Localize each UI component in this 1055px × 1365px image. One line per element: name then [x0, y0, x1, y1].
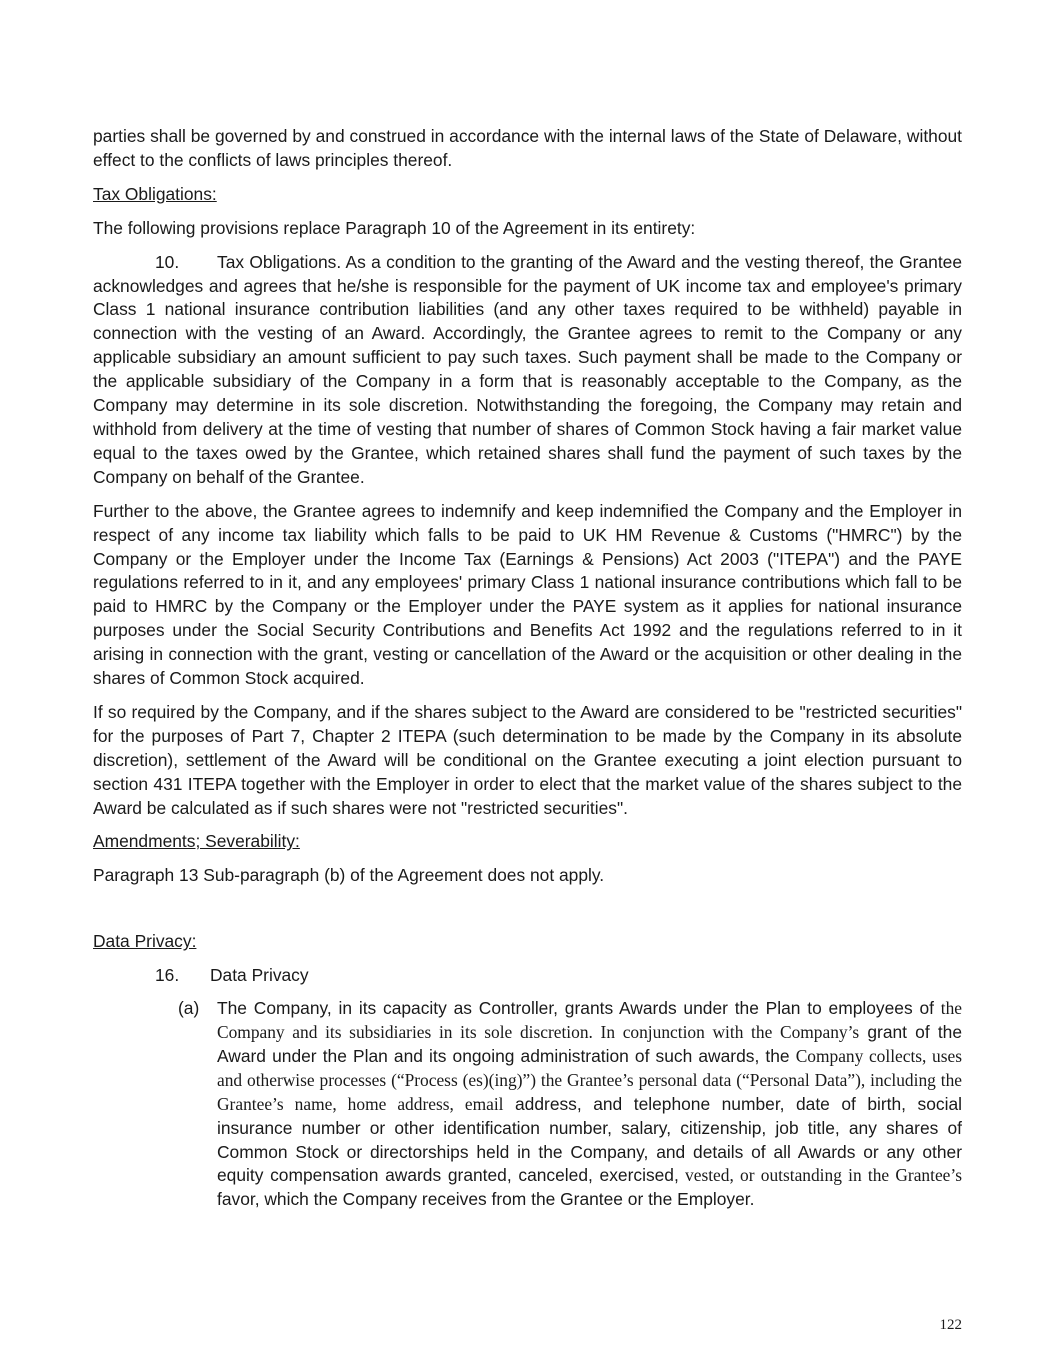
- subparagraph-a-text-part-1: The Company, in its capacity as Controller, grants Awards under the Plan to employees of: [217, 998, 941, 1019]
- subparagraph-a-text-part-7: favor, which the Company receives from the Grantee or the Employer.: [217, 1189, 755, 1210]
- page-content: [93, 125, 962, 1212]
- amendments-paragraph: Paragraph 13 Sub-paragraph (b) of the Agreement does not apply.: [93, 865, 605, 886]
- intro-paragraph: parties shall be governed by and construed in accordance with the internal laws of the State of Delaware, without effect to the conflicts of laws principles thereof.: [93, 126, 962, 170]
- section-16-number: 16.: [155, 965, 180, 986]
- subparagraph-a-text-part-2: the Company and its subsidiaries in its sole discretion. In conjunction with the Company’s: [217, 998, 962, 1042]
- paragraph-10-text: Tax Obligations. As a condition to the granting of the Award and the vesting thereof, the Grantee acknowledges and agrees that he/she is responsible for the payment of UK income tax and employee's primary Class 1 national insurance contribution liabilities (and any other taxes required to be withheld) payable in connection with the vesting of an Award. Accordingly, the Grantee agrees to remit to the Company or any applicable subsidiary an amount sufficient to pay such taxes. Such payment shall be made to the Company or the applicable subsidiary of the Company in a form that is reasonably acceptable to the Company, as the Company may determine in its sole discretion. Notwithstanding the foregoing, the Company may retain and withhold from delivery at the time of vesting that number of shares of Common Stock having a fair market value equal to the taxes owed by the Grantee, which retained shares shall fund the payment of such taxes by the Company on behalf of the Grantee.: [93, 251, 962, 487]
- section-16-title: Data Privacy: [210, 965, 309, 986]
- tax-obligations-heading: Tax Obligations:: [93, 183, 217, 204]
- subparagraph-a-label: (a): [178, 998, 200, 1019]
- indemnity-paragraph: Further to the above, the Grantee agrees to indemnify and keep indemnified the Company and the Employer in respect of any income tax liability which falls to be paid to UK HM Revenue & Customs ("HMRC") by the Company or the Employer under the Income Tax (Earnings & Pensions) Act 2003 ("ITEPA") and the PAYE regulations referred to in it, and any employees' primary Class 1 national insurance contributions which fall to be paid to HMRC by the Company or the Employer under the PAYE system as it applies for national insurance purposes under the Social Security Contributions and Benefits Act 1992 and the regulations referred to in it arising in connection with the grant, vesting or cancellation of the Award or the acquisition or other dealing in the shares of Common Stock acquired.: [93, 500, 962, 689]
- subparagraph-a-text-part-4: Company collects, uses and otherwise processes (“Process (es)(ing)”) the Grantee’s personal data (“Personal Data”), including the Grantee’s name, home address, email: [217, 1045, 962, 1114]
- paragraph-10: [93, 251, 962, 490]
- subparagraph-a-text-part-6: vested, or outstanding in the Grantee’s: [678, 1165, 962, 1186]
- section-16-heading: [155, 964, 962, 988]
- subparagraph-a-text: [217, 997, 962, 1212]
- tax-lead-paragraph: The following provisions replace Paragraph 10 of the Agreement in its entirety:: [93, 217, 696, 238]
- amendments-heading: Amendments; Severability:: [93, 831, 300, 852]
- data-privacy-heading: Data Privacy:: [93, 931, 197, 952]
- subparagraph-a: [93, 997, 962, 1212]
- subparagraph-a-text-part-3: grant of the Award under the Plan and its ongoing administration of such awards, the: [217, 1022, 962, 1066]
- paragraph-10-number: 10.: [155, 251, 180, 272]
- subparagraph-a-text-part-5: address, and telephone number, date of birth, social insurance number or other identification number, salary, citizenship, job title, any shares of Common Stock or directorships held in the Company, and details of all Awards or any other equity compensation awards granted, canceled, exercised,: [217, 1093, 962, 1186]
- page-number: 122: [939, 1317, 962, 1333]
- restricted-securities-paragraph: If so required by the Company, and if the shares subject to the Award are considered to be "restricted securities" for the purposes of Part 7, Chapter 2 ITEPA (such determination to be made by the Company in its absolute discretion), settlement of the Award will be conditional on the Grantee executing a joint election pursuant to section 431 ITEPA together with the Employer in order to elect that the market value of the shares subject to the Award be calculated as if such shares were not "restricted securities".: [93, 701, 962, 818]
